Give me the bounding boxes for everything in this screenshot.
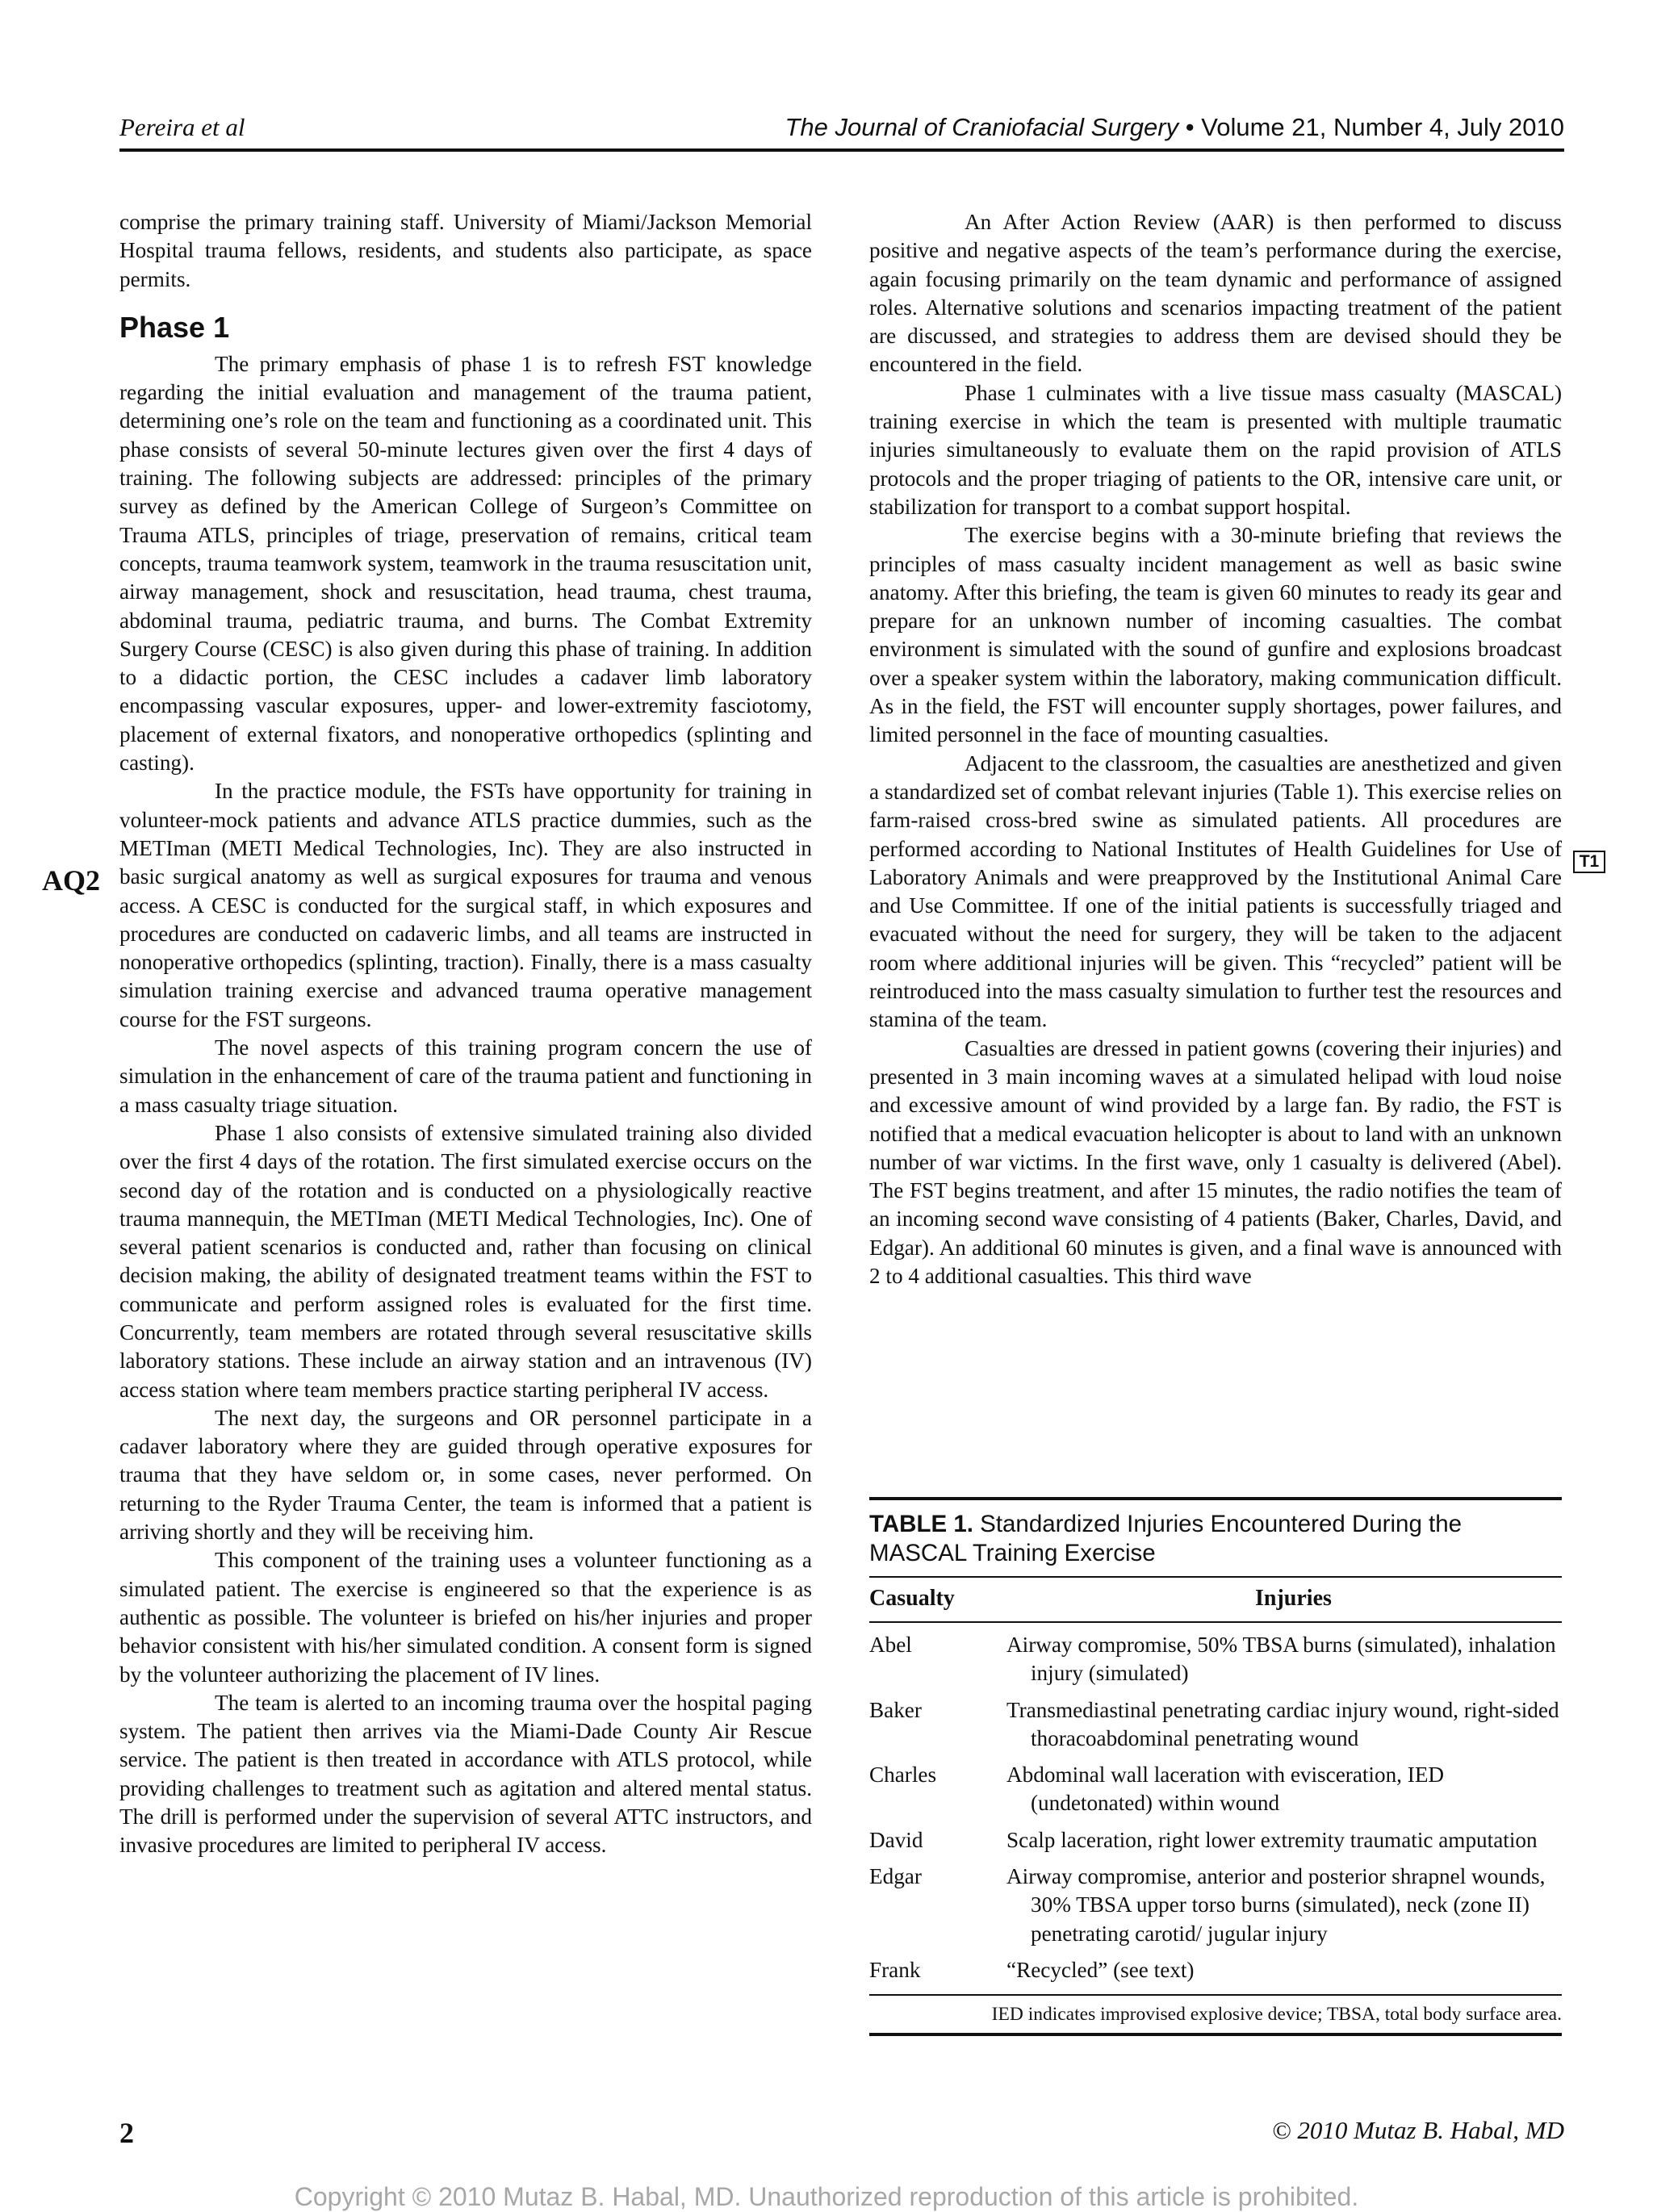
paragraph: This component of the training uses a volunteer functioning as a simulated patient. The exercise is engineered so that the experience is as authentic as possible. The volunteer is briefed on his/her injuries and proper behavior consistent with his/her simulated condition. A consent form is signed by the volunteer authorizing the placement of IV lines. bbox=[119, 1548, 812, 1687]
table-title: Standardized Injuries Encountered During the MASCAL Training Exercise bbox=[869, 1511, 1463, 1566]
column-header-injuries: Injuries bbox=[1255, 1586, 1332, 1611]
footer-copyright: © 2010 Mutaz B. Habal, MD bbox=[1272, 2116, 1564, 2144]
paragraph: An After Action Review (AAR) is then performed to discuss positive and negative aspects of the team’s performance during the exercise, again focusing primarily on the team dynamic and performance of assigned roles. Alternative solutions and scenarios impacting treatment of the patient are discussed, and strategies to address them are devised should they be encountered in the field. bbox=[869, 210, 1562, 377]
injury-description: Scalp laceration, right lower extremity traumatic amputation bbox=[1006, 1827, 1538, 1852]
injury-description: “Recycled” (see text) bbox=[1006, 1957, 1195, 1982]
casualty-name: Edgar bbox=[869, 1864, 922, 1889]
running-head-authors: Pereira et al bbox=[119, 113, 245, 141]
casualty-name: Charles bbox=[869, 1762, 937, 1788]
author-query-marker[interactable]: AQ2 bbox=[42, 864, 100, 897]
paragraph: comprise the primary training staff. University of Miami/Jackson Memorial Hospital trauma fellows, residents, and students also participate, as space permits. bbox=[119, 210, 812, 291]
table-callout-marker[interactable]: T1 bbox=[1573, 851, 1605, 873]
table-footnote: IED indicates improvised explosive device; TBSA, total body surface area. bbox=[869, 1994, 1562, 2033]
table-header-row bbox=[869, 1576, 1562, 1623]
casualty-name: David bbox=[869, 1827, 923, 1852]
journal-title: The Journal of Craniofacial Surgery bbox=[785, 113, 1179, 141]
paragraph: Adjacent to the classroom, the casualties are anesthetized and given a standardized set of combat relevant injuries (Table 1). This exercise relies on farm-raised cross-bred swine as simulated patients. All procedures are performed according to National Institutes of Health Guidelines for Use of Laboratory Animals and were preapproved by the Institutional Animal Care and Use Committee. If one of the initial patients is successfully triaged and evacuated without the need for surgery, they will be taken to the adjacent room where additional injuries will be given. This “recycled” patient will be reintroduced into the mass casualty simulation to further test the resources and stamina of the team. bbox=[869, 751, 1562, 1032]
injury-description: Airway compromise, anterior and posterior shrapnel wounds, 30% TBSA upper torso burns (simulated), neck (zone II) penetrating carotid/ jugular injury bbox=[1006, 1864, 1546, 1946]
casualty-name: Abel bbox=[869, 1633, 912, 1657]
table-caption bbox=[869, 1510, 1562, 1568]
left-column bbox=[119, 208, 812, 1860]
column-header-casualty: Casualty bbox=[869, 1586, 955, 1611]
header-bullet: • bbox=[1185, 113, 1195, 141]
table-bottom-rule bbox=[869, 2033, 1562, 2036]
table-1 bbox=[869, 1497, 1562, 2036]
table-top-rule bbox=[869, 1497, 1562, 1500]
injury-description: Transmediastinal penetrating cardiac injury wound, right-sided thoracoabdominal penetrating wound bbox=[1006, 1697, 1559, 1750]
table-row bbox=[869, 1863, 1562, 1948]
page-number: 2 bbox=[119, 2117, 134, 2149]
running-head-journal bbox=[785, 113, 1564, 142]
table-row bbox=[869, 1761, 1562, 1818]
paragraph: In the practice module, the FSTs have opportunity for training in volunteer-mock patients and advance ATLS practice dummies, such as the METIman (METI Medical Technologies, Inc). They are also instructed in basic surgical anatomy as well as surgical exposures for trauma and venous access. A CESC is conducted for the surgical staff, in which exposures and procedures are conducted on cadaveric limbs, and all teams are instructed in nonoperative orthopedics (splinting, traction). Finally, there is a mass casualty simulation training exercise and advanced trauma operative management course for the FST surgeons. bbox=[119, 779, 812, 1031]
paragraph: The exercise begins with a 30-minute briefing that reviews the principles of mass casualty incident management as well as basic swine anatomy. After this briefing, the team is given 60 minutes to ready its gear and prepare for an unknown number of incoming casualties. The combat environment is simulated with the sound of gunfire and explosions broadcast over a speaker system within the laboratory, making communication difficult. As in the field, the FST will encounter supply shortages, power failures, and limited personnel in the face of mounting casualties. bbox=[869, 523, 1562, 747]
casualty-name: Frank bbox=[869, 1957, 921, 1982]
paragraph: Casualties are dressed in patient gowns (covering their injuries) and presented in 3 main incoming waves at a simulated helipad with loud noise and excessive amount of wind provided by a large fan. By radio, the FST is notified that a medical evacuation helicopter is about to land with an unknown number of war victims. In the first wave, only 1 casualty is delivered (Abel). The FST begins treatment, and after 15 minutes, the radio notifies the team of an incoming second wave consisting of 4 patients (Baker, Charles, David, and Edgar). An additional 60 minutes is given, and a final wave is announced with 2 to 4 additional casualties. This third wave bbox=[869, 1035, 1562, 1288]
table-row bbox=[869, 1826, 1562, 1854]
section-heading-phase-1: Phase 1 bbox=[119, 310, 230, 344]
paragraph: Phase 1 also consists of extensive simulated training also divided over the first 4 days of the rotation. The first simulated exercise occurs on the second day of the rotation and is conducted on a physiologically reactive trauma mannequin, the METIman (METI Medical Technologies, Inc). One of several patient scenarios is conducted and, rather than focusing on clinical decision making, the ability of designated treatment teams within the FST to communicate and perform assigned roles is evaluated for the first time. Concurrently, team members are rotated through several resuscitative skills laboratory stations. These include an airway station and an intravenous (IV) access station where team members practice starting peripheral IV access. bbox=[119, 1120, 812, 1402]
paragraph: Phase 1 culminates with a live tissue mass casualty (MASCAL) training exercise in which the team is presented with multiple traumatic injuries simultaneously to evaluate them on the rapid provision of ATLS protocols and the proper triaging of patients to the OR, intensive care unit, or stabilization for transport to a combat support hospital. bbox=[869, 380, 1562, 519]
injury-description: Abdominal wall laceration with evisceration, IED (undetonated) within wound bbox=[1006, 1762, 1445, 1816]
right-column bbox=[869, 208, 1562, 1290]
running-head bbox=[119, 113, 1564, 152]
paragraph: The primary emphasis of phase 1 is to refresh FST knowledge regarding the initial evaluation and management of the trauma patient, determining one’s role on the team and functioning as a coordinated unit. This phase consists of several 50-minute lectures given over the first 4 days of training. The following subjects are addressed: principles of the primary survey as defined by the American College of Surgeon’s Committee on Trauma ATLS, principles of triage, preservation of remains, critical team concepts, trauma teamwork system, teamwork in the trauma resuscitation unit, airway management, shock and resuscitation, head trauma, chest trauma, abdominal trauma, pediatric trauma, and burns. The Combat Extremity Surgery Course (CESC) is also given during this phase of training. In addition to a didactic portion, the CESC includes a cadaver limb laboratory encompassing vascular exposures, upper- and lower-extremity fasciotomy, placement of external fixators, and nonoperative orthopedics (splinting and casting). bbox=[119, 351, 812, 776]
journal-issue: Volume 21, Number 4, July 2010 bbox=[1201, 113, 1564, 141]
injury-description: Airway compromise, 50% TBSA burns (simulated), inhalation injury (simulated) bbox=[1006, 1633, 1556, 1686]
copyright-banner: Copyright © 2010 Mutaz B. Habal, MD. Unauthorized reproduction of this article is prohibited. bbox=[294, 2182, 1359, 2211]
paragraph: The next day, the surgeons and OR personnel participate in a cadaver laboratory where they are guided through operative exposures for trauma that they have seldom or, in some cases, never performed. On returning to the Ryder Trauma Center, the team is informed that a patient is arriving shortly and they will be receiving him. bbox=[119, 1405, 812, 1545]
table-label: TABLE 1. bbox=[869, 1511, 973, 1537]
casualty-name: Baker bbox=[869, 1697, 922, 1722]
paragraph: The team is alerted to an incoming trauma over the hospital paging system. The patient then arrives via the Miami-Dade County Air Rescue service. The patient is then treated in accordance with ATLS protocol, while providing challenges to treatment such as agitation and altered mental status. The drill is performed under the supervision of several ATTC instructors, and invasive procedures are limited to peripheral IV access. bbox=[119, 1690, 812, 1858]
table-row bbox=[869, 1631, 1562, 1688]
paragraph: The novel aspects of this training program concern the use of simulation in the enhancement of care of the trauma patient and functioning in a mass casualty triage situation. bbox=[119, 1035, 812, 1117]
table-row bbox=[869, 1956, 1562, 1984]
table-row bbox=[869, 1696, 1562, 1754]
